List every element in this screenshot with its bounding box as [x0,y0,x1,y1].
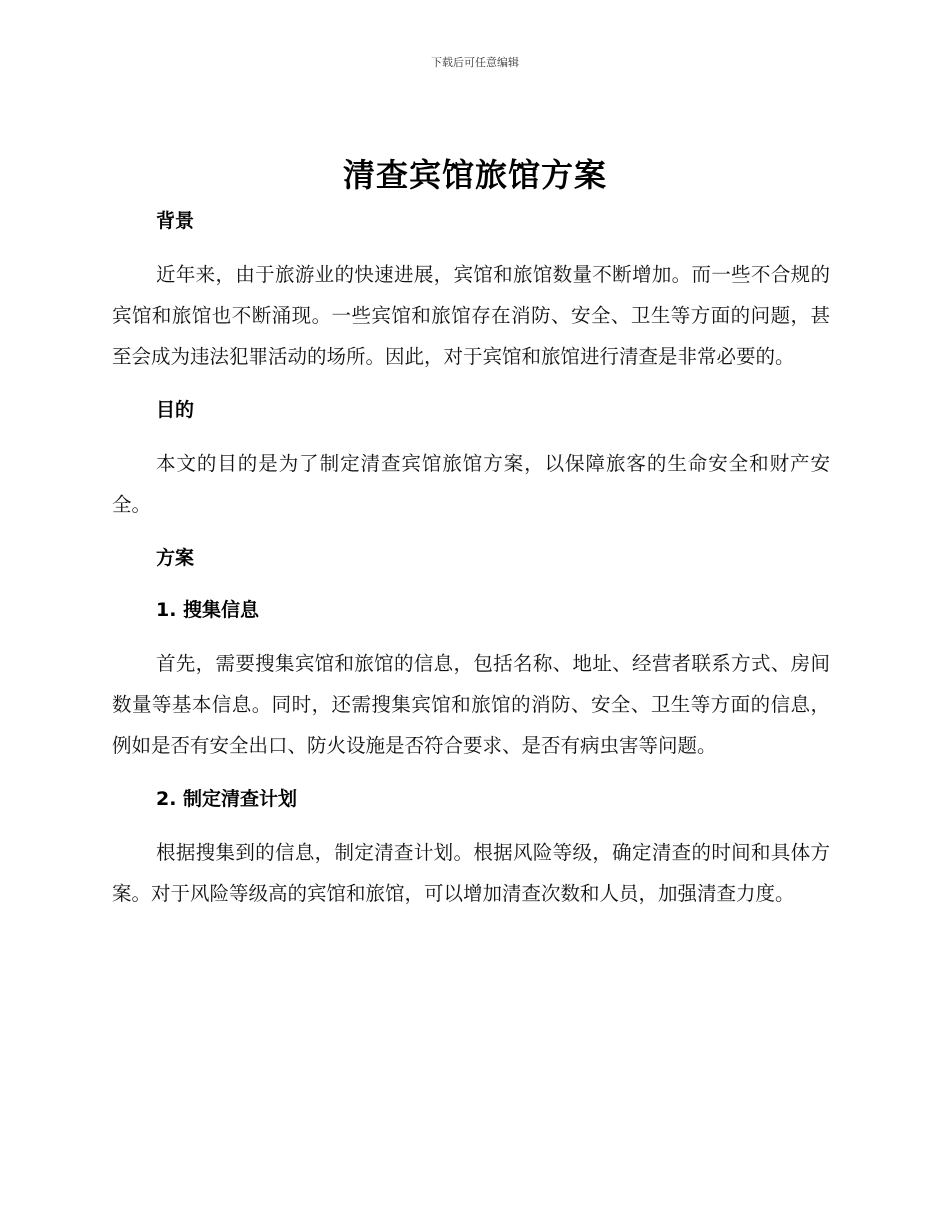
section-heading-inspection-plan: 2. 制定清查计划 [156,788,298,810]
section-paragraph-background: 近年来，由于旅游业的快速进展，宾馆和旅馆数量不断增加。而一些不合规的宾馆和旅馆也不断涌现。一些宾馆和旅馆存在消防、安全、卫生等方面的问题，甚至会成为违法犯罪活动的场所。因此，对于宾馆和旅馆进行清查是非常必要的。 [112,263,830,368]
section-paragraph-collect-info: 首先，需要搜集宾馆和旅馆的信息，包括名称、地址、经营者联系方式、房间数量等基本信息。同时，还需搜集宾馆和旅馆的消防、安全、卫生等方面的信息，例如是否有安全出口、防火设施是否符合要求、是否有病虫害等问题。 [112,652,830,757]
section-paragraph-inspection-plan: 根据搜集到的信息，制定清查计划。根据风险等级，确定清查的时间和具体方案。对于风险等级高的宾馆和旅馆，可以增加清查次数和人员，加强清查力度。 [112,841,830,905]
document-title: 清查宾馆旅馆方案 [342,156,607,194]
section-heading-purpose: 目的 [156,399,195,421]
document-body [112,202,830,914]
section-heading-background: 背景 [156,210,195,232]
section-heading-collect-info: 1. 搜集信息 [156,599,260,621]
section-paragraph-purpose: 本文的目的是为了制定清查宾馆旅馆方案，以保障旅客的生命安全和财产安全。 [112,452,830,516]
section-heading-plan: 方案 [156,547,195,569]
header-note: 下载后可任意编辑 [431,56,519,69]
